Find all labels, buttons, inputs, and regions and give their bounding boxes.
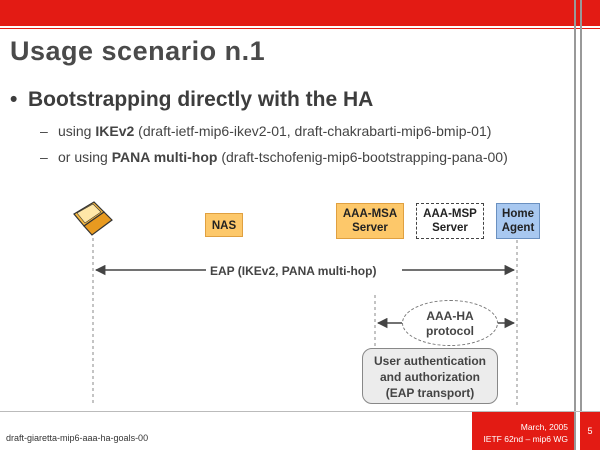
aaa-msp-server-box (416, 203, 484, 239)
aaa-ha-label: AAA-HA (426, 309, 474, 323)
aaa-msa-server-label: Server (352, 222, 388, 234)
nas-box: NAS (205, 213, 243, 237)
protocol-label: protocol (426, 324, 474, 338)
user-auth-line1: User authentication (373, 354, 487, 368)
slide-title: Usage scenario n.1 (10, 36, 266, 66)
sub-bullet-bold: PANA multi-hop (111, 149, 218, 165)
footer-meeting-box (472, 412, 574, 450)
dash-icon: – (40, 123, 48, 139)
page-number: 5 (580, 412, 600, 450)
aaa-msp-label: AAA-MSP (423, 208, 477, 220)
footer-draft-name: draft-giaretta-mip6-aaa-ha-goals-00 (6, 433, 149, 443)
aaa-msp-server-label: Server (432, 222, 468, 234)
eap-label: EAP (IKEv2, PANA multi-hop) (210, 264, 377, 278)
main-bullet-text: Bootstrapping directly with the HA (28, 88, 374, 111)
user-auth-line2: and authorization (380, 370, 480, 384)
agent-label: Agent (501, 222, 535, 234)
aaa-msa-server-box (336, 203, 404, 239)
sub-bullet-prefix: or using (58, 149, 112, 165)
sub-bullet-rest: (draft-ietf-mip6-ikev2-01, draft-chakrabarti-mip6-bmip-01) (134, 123, 492, 139)
home-label: Home (502, 208, 534, 220)
home-agent-box (496, 203, 540, 239)
user-auth-line3: (EAP transport) (385, 386, 475, 400)
sub-bullet-bold: IKEv2 (95, 123, 135, 139)
aaa-ha-protocol-bubble (402, 300, 498, 346)
sub-bullet-prefix: using (58, 123, 96, 139)
user-auth-box (362, 348, 498, 404)
footer-meeting: IETF 62nd – mip6 WG (483, 434, 568, 444)
laptop-icon (74, 202, 112, 235)
dash-icon: – (40, 149, 48, 165)
sub-bullet-rest: (draft-tschofenig-mip6-bootstrapping-pana-00) (217, 149, 508, 165)
footer-date: March, 2005 (520, 422, 568, 432)
bullet-dot-icon: • (10, 88, 18, 111)
aaa-msa-label: AAA-MSA (342, 208, 398, 220)
